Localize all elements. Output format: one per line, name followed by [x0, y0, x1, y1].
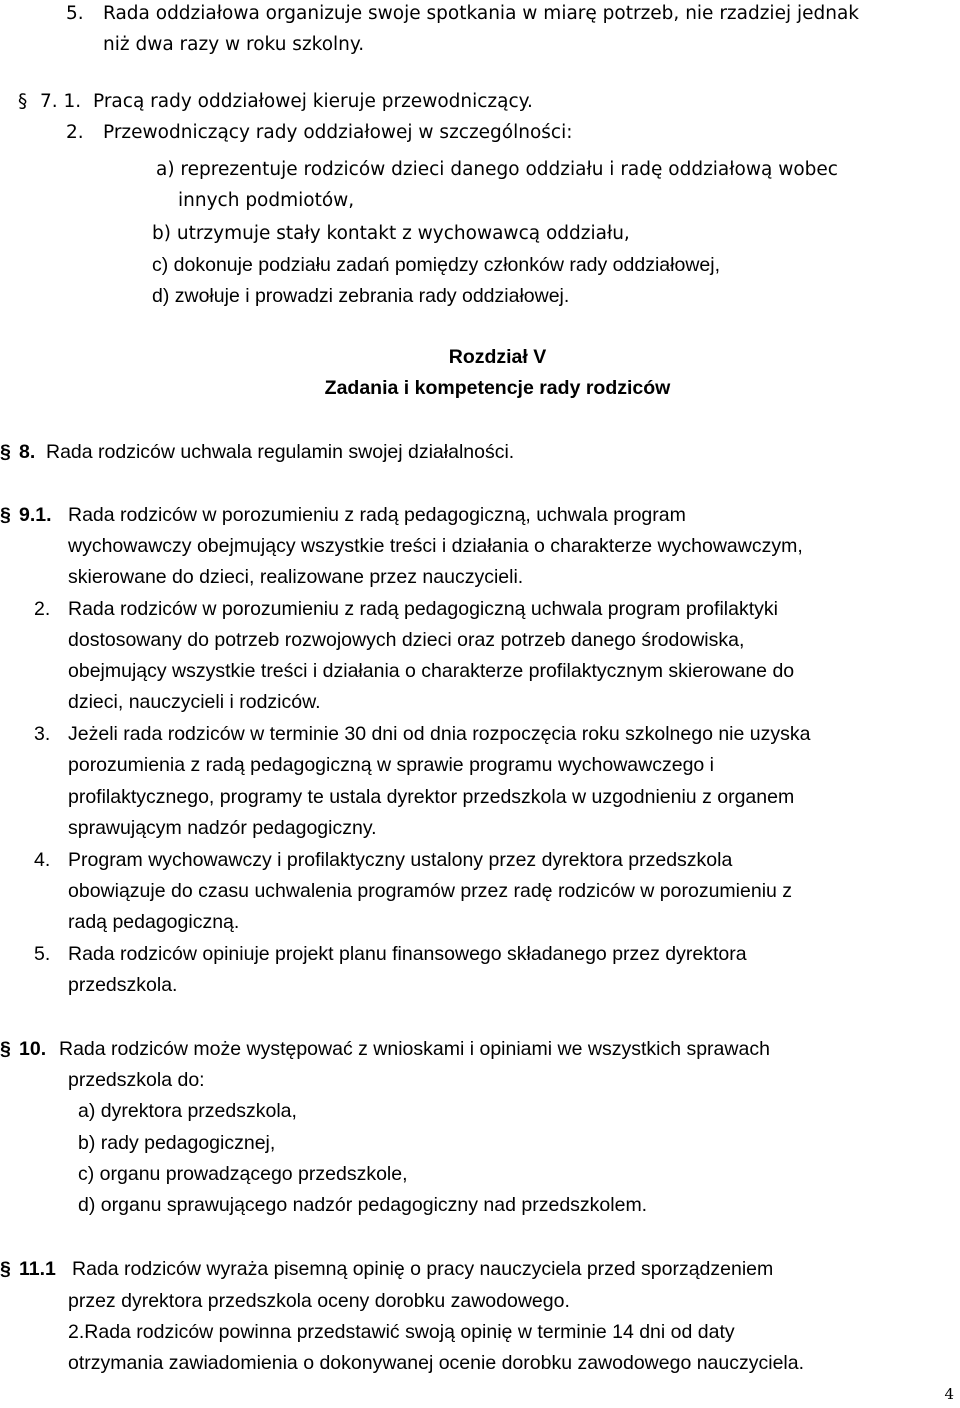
section-7-number: 7. 1. — [40, 91, 82, 112]
item-5-number: 5. — [66, 3, 84, 24]
section-9-p4-number: 4. — [34, 849, 51, 871]
item-5-text-line-1: Rada oddziałowa organizuje swoje spotkania w miarę potrzeb, nie rzadziej jednak — [103, 3, 860, 24]
section-8-text: Rada rodziców uchwala regulamin swojej działalności. — [46, 441, 515, 463]
section-10-item-c: c) organu prowadzącego przedszkole, — [78, 1163, 408, 1185]
section-9-p2-line-3: obejmujący wszystkie treści i działania o charakterze profilaktycznym skierowane do — [68, 660, 795, 682]
section-8-mark: § — [0, 441, 11, 463]
subitem-b: b) utrzymuje stały kontakt z wychowawcą oddziału, — [152, 223, 630, 244]
chapter-subtitle: Zadania i kompetencje rady rodziców — [324, 377, 671, 399]
section-9-p1-line-2: wychowawczy obejmujący wszystkie treści i działania o charakterze wychowawczym, — [68, 535, 803, 557]
section-10-number: 10. — [19, 1038, 47, 1060]
subitem-c: c) dokonuje podziału zadań pomiędzy członków rady oddziałowej, — [152, 254, 720, 276]
section-11-line-3: 2.Rada rodziców powinna przedstawić swoją opinię w terminie 14 dni od daty — [68, 1321, 735, 1343]
section-9-p3-line-4: sprawującym nadzór pedagogiczny. — [68, 817, 377, 839]
chapter-title: Rozdział V — [448, 346, 547, 368]
section-10-item-a: a) dyrektora przedszkola, — [78, 1100, 297, 1122]
item-2-number: 2. — [66, 122, 84, 143]
section-9-p2-number: 2. — [34, 598, 51, 620]
section-9-p3-number: 3. — [34, 723, 51, 745]
section-9-p5-line-2: przedszkola. — [68, 974, 178, 996]
section-9-mark: § — [0, 504, 11, 526]
section-9-p3-line-3: profilaktycznego, programy te ustala dyrektor przedszkola w uzgodnieniu z organem — [68, 786, 795, 808]
section-9-p1-line-1: Rada rodziców w porozumieniu z radą pedagogiczną, uchwala program — [68, 504, 686, 526]
section-9-p2-line-4: dzieci, nauczycieli i rodziców. — [68, 691, 321, 713]
section-11-line-2: przez dyrektora przedszkola oceny dorobku zawodowego. — [68, 1290, 570, 1312]
section-10-line-1: Rada rodziców może występować z wnioskami i opiniami we wszystkich sprawach — [59, 1038, 770, 1060]
section-8-number: 8. — [19, 441, 36, 463]
item-5-text-line-2: niż dwa razy w roku szkolny. — [103, 34, 365, 55]
section-7-mark: § — [18, 91, 28, 112]
item-2-text: Przewodniczący rady oddziałowej w szczególności: — [103, 122, 573, 143]
section-9-p5-number: 5. — [34, 943, 51, 965]
section-10-item-b: b) rady pedagogicznej, — [78, 1132, 276, 1154]
section-9-number: 9.1. — [19, 504, 52, 526]
section-9-p4-line-2: obowiązuje do czasu uchwalenia programów przez radę rodziców w porozumieniu z — [68, 880, 793, 902]
section-11-line-4: otrzymania zawiadomienia o dokonywanej ocenie dorobku zawodowego nauczyciela. — [68, 1352, 805, 1374]
section-9-p3-line-1: Jeżeli rada rodziców w terminie 30 dni od dnia rozpoczęcia roku szkolnego nie uzyska — [68, 723, 811, 745]
section-11-number: 11.1 — [19, 1258, 56, 1280]
section-10-item-d: d) organu sprawującego nadzór pedagogiczny nad przedszkolem. — [78, 1194, 648, 1216]
section-10-line-2: przedszkola do: — [68, 1069, 205, 1091]
page-number: 4 — [944, 1385, 954, 1403]
section-9-p2-line-1: Rada rodziców w porozumieniu z radą pedagogiczną uchwala program profilaktyki — [68, 598, 778, 620]
section-9-p4-line-3: radą pedagogiczną. — [68, 911, 240, 933]
section-11-mark: § — [0, 1258, 11, 1280]
section-9-p1-line-3: skierowane do dzieci, realizowane przez nauczycieli. — [68, 566, 524, 588]
section-9-p3-line-2: porozumienia z radą pedagogiczną w sprawie programu wychowawczego i — [68, 754, 715, 776]
section-9-p4-line-1: Program wychowawczy i profilaktyczny ustalony przez dyrektora przedszkola — [68, 849, 733, 871]
subitem-a-line-2: innych podmiotów, — [178, 190, 355, 211]
section-7-text: Pracą rady oddziałowej kieruje przewodniczący. — [93, 91, 533, 112]
section-9-p2-line-2: dostosowany do potrzeb rozwojowych dzieci oraz potrzeb danego środowiska, — [68, 629, 745, 651]
subitem-d: d) zwołuje i prowadzi zebrania rady oddziałowej. — [152, 285, 570, 307]
section-11-line-1: Rada rodziców wyraża pisemną opinię o pracy nauczyciela przed sporządzeniem — [72, 1258, 774, 1280]
subitem-a-line-1: a) reprezentuje rodziców dzieci danego oddziału i radę oddziałową wobec — [156, 159, 838, 180]
section-10-mark: § — [0, 1038, 11, 1060]
section-9-p5-line-1: Rada rodziców opiniuje projekt planu finansowego składanego przez dyrektora — [68, 943, 747, 965]
